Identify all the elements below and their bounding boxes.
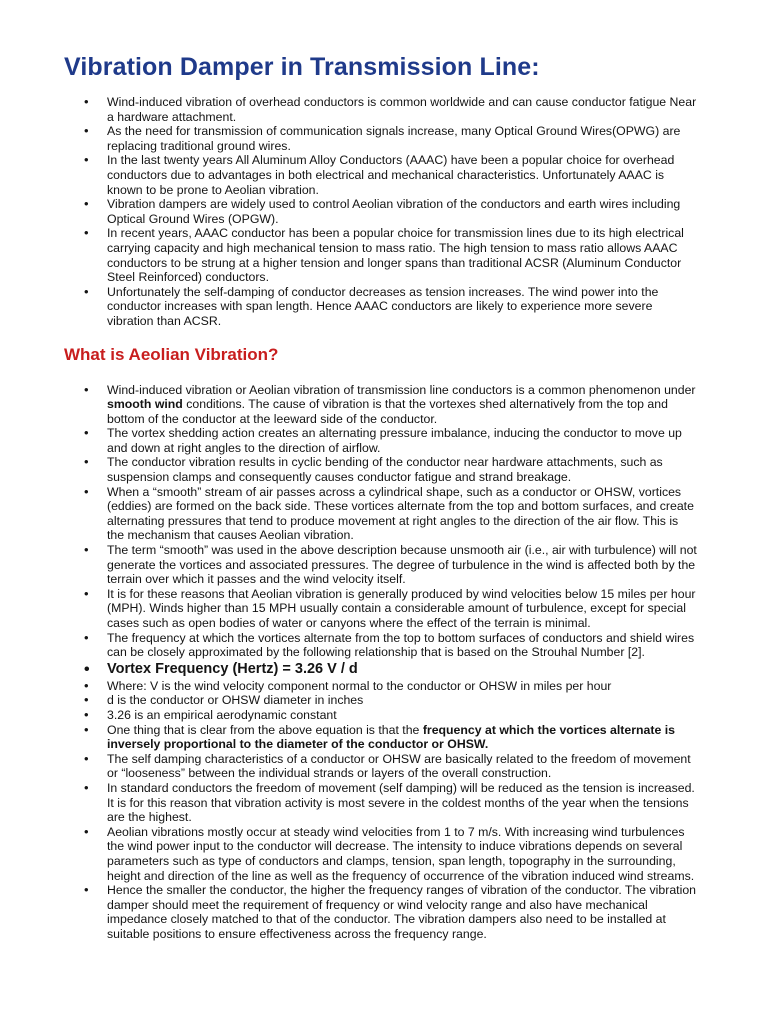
list-item: • Vibration dampers are widely used to control Aeolian vibration of the conductors and earth wires including Optical Ground Wires (OPGW). (64, 197, 698, 226)
list-item: • 3.26 is an empirical aerodynamic constant (64, 708, 698, 723)
list-item: • In the last twenty years All Aluminum Alloy Conductors (AAAC) have been a popular choice for overhead conductors due to advantages in both electrical and mechanical characteristics. Unfortunately AAAC is known to be prone to Aeolian vibration. (64, 153, 698, 197)
list-item: • Where: V is the wind velocity component normal to the conductor or OHSW in miles per hour (64, 679, 698, 694)
list-item: • The term “smooth” was used in the above description because unsmooth air (i.e., air with turbulence) will not generate the vortices and associated pressures. The degree of turbulence in the wind is affected both by the terrain over which it passes and the wind velocity itself. (64, 543, 698, 587)
list-item: • The frequency at which the vortices alternate from the top to bottom surfaces of conductors and shield wires can be closely approximated by the following relationship that is based on the Strouhal Number [2]. (64, 631, 698, 660)
text-run: Wind-induced vibration or Aeolian vibration of transmission line conductors is a common phenomenon under (107, 382, 696, 397)
bold-text: frequency at which the vortices alternate is inversely proportional to the diameter of the conductor or OHSW. (107, 722, 675, 752)
aeolian-bullet-list (64, 383, 698, 942)
list-item: • The vortex shedding action creates an alternating pressure imbalance, inducing the conductor to move up and down at right angles to the direction of airflow. (64, 426, 698, 455)
list-item: • In standard conductors the freedom of movement (self damping) will be reduced as the tension is increased. It is for this reason that vibration activity is most severe in the coldest months of the year when the tensions are the highest. (64, 781, 698, 825)
list-item: • Aeolian vibrations mostly occur at steady wind velocities from 1 to 7 m/s. With increasing wind turbulences the wind power input to the conductor will decrease. The intensity to induce vibrations depends on several parameters such as type of conductors and clamps, tension, span length, topography in the surrounding, height and direction of the line as well as the frequency of occurrence of the vibration induced wind streams. (64, 825, 698, 883)
list-item (64, 383, 698, 427)
list-item: • It is for these reasons that Aeolian vibration is generally produced by wind velocities below 15 miles per hour (MPH). Winds higher than 15 MPH usually contain a considerable amount of turbulence, except for special cases such as open bodies of water or canyons where the effect of the terrain is minimal. (64, 587, 698, 631)
list-item: • When a “smooth” stream of air passes across a cylindrical shape, such as a conductor or OHSW, vortices (eddies) are formed on the back side. These vortices alternate from the top and bottom surfaces, and create alternating pressures that tend to produce movement at right angles to the direction of the air flow. This is the mechanism that causes Aeolian vibration. (64, 485, 698, 543)
list-item: • As the need for transmission of communication signals increase, many Optical Ground Wires(OPWG) are replacing traditional ground wires. (64, 124, 698, 153)
list-item: • Wind-induced vibration of overhead conductors is common worldwide and can cause conductor fatigue Near a hardware attachment. (64, 95, 698, 124)
intro-bullet-list (64, 95, 698, 329)
list-item: • The self damping characteristics of a conductor or OHSW are basically related to the freedom of movement or “looseness” between the individual strands or layers of the overall construction. (64, 752, 698, 781)
text-run: One thing that is clear from the above equation is that the (107, 722, 423, 737)
bold-text: smooth wind (107, 397, 183, 412)
formula-item: • Vortex Frequency (Hertz) = 3.26 V / d (64, 660, 698, 679)
list-item (64, 723, 698, 752)
list-item: • The conductor vibration results in cyclic bending of the conductor near hardware attachments, such as suspension clamps and consequently causes conductor fatigue and strand breakage. (64, 455, 698, 484)
list-item: • Hence the smaller the conductor, the higher the frequency ranges of vibration of the conductor. The vibration damper should meet the requirement of frequency or wind velocity range and also have mechanical impedance closely matched to that of the conductor. The vibration dampers also need to be installed at suitable positions to ensure effectiveness across the frequency range. (64, 883, 698, 941)
list-item: • Unfortunately the self-damping of conductor decreases as tension increases. The wind power into the conductor increases with span length. Hence AAAC conductors are likely to experience more severe vibration than ACSR. (64, 285, 698, 329)
section-heading: What is Aeolian Vibration? (64, 344, 279, 364)
list-item: • d is the conductor or OHSW diameter in inches (64, 693, 698, 708)
list-item: • In recent years, AAAC conductor has been a popular choice for transmission lines due to its high electrical carrying capacity and high mechanical tension to mass ratio. The high tension to mass ratio allows AAAC conductors to be strung at a higher tension and longer spans than traditional ACSR (Aluminum Conductor Steel Reinforced) conductors. (64, 226, 698, 284)
page-title: Vibration Damper in Transmission Line: (64, 53, 540, 81)
text-run: conditions. The cause of vibration is that the vortexes shed alternatively from the top and bottom of the conductor at the leeward side of the conductor. (107, 397, 668, 426)
